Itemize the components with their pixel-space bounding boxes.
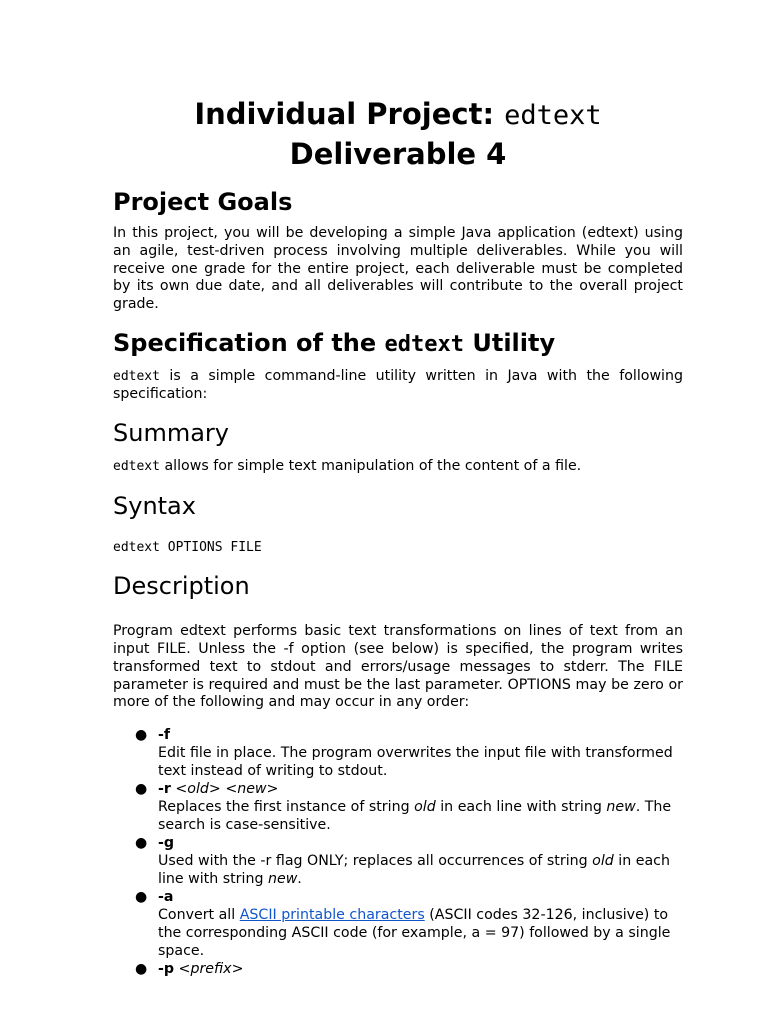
spec-intro-text: is a simple command-line utility written in Java with the following specification: [113,367,683,402]
option-g-desc-new: new [267,871,298,888]
option-p-args: <prefix> [174,961,244,978]
option-g-flag: -g [158,835,175,852]
option-r-desc-old: old [414,799,436,816]
title-prefix: Individual Project: [194,97,505,131]
syntax-command: edtext OPTIONS FILE [113,540,262,556]
bullet-icon: ● [135,889,148,906]
option-p-flag: -p [158,961,175,978]
option-a-desc-a: Convert all [158,907,240,924]
summary-code: edtext [113,458,160,474]
option-g [113,834,683,888]
option-r-desc-a: Replaces the first instance of string [158,799,415,816]
bullet-icon: ● [135,835,148,852]
option-g-desc-a: Used with the -r flag ONLY; replaces all occurrences of string [158,853,593,870]
description-paragraph: Program edtext performs basic text transformations on lines of text from an input FILE. Unless the -f option (see below) is specified, the program writes transformed text to stdout and errors/usage messages to stderr. The FILE parameter is required and must be the last parameter. OPTIONS may be zero or more of the following and may occur in any order: [113,623,683,711]
option-r-desc-new: new [606,799,636,816]
option-g-desc-old: old [592,853,614,870]
option-f [113,726,683,780]
goals-paragraph: In this project, you will be developing a simple Java application (edtext) using an agile, test-driven process involving multiple deliverables. While you will receive one grade for the entire project, each deliverable must be completed by its own due date, and all deliverables will contribute to the overall project grade. [113,225,683,313]
option-a [113,888,683,960]
description-heading: Description [113,572,250,601]
option-r [113,780,683,834]
option-f-desc: Edit file in place. The program overwrites the input file with transformed text instead of writing to stdout. [158,745,673,780]
goals-heading: Project Goals [113,188,293,216]
summary-text: allows for simple text manipulation of the content of a file. [159,457,582,474]
spec-heading [113,328,683,360]
option-f-flag: -f [158,727,171,744]
document-page [113,95,683,978]
options-list [113,726,683,978]
option-r-desc-e: . The search is case-sensitive. [158,799,672,834]
option-a-desc-b: (ASCII codes 32-126, inclusive) to the corresponding ASCII code (for example, a = 97) followed by a single space. [158,907,671,960]
spec-intro-code: edtext [113,368,160,384]
title-deliverable: Deliverable 4 [289,137,507,171]
option-g-desc-c: in each line with string [158,853,670,888]
option-a-flag: -a [158,889,174,906]
title-code: edtext [504,100,602,131]
spec-intro [113,368,683,404]
document-title [113,95,683,173]
bullet-icon: ● [135,961,148,978]
spec-heading-prefix: Specification of the [113,328,385,357]
summary-paragraph [113,458,683,476]
option-r-args: <old> <new> [170,781,279,798]
option-g-desc-e: . [297,871,302,888]
bullet-icon: ● [135,781,148,798]
ascii-printable-link[interactable]: ASCII printable characters [239,907,425,924]
spec-heading-suffix: Utility [464,328,556,357]
option-r-desc-c: in each line with string [435,799,607,816]
option-p [113,960,683,978]
summary-heading: Summary [113,418,229,447]
spec-heading-code: edtext [384,331,464,357]
syntax-heading: Syntax [113,492,196,521]
option-r-flag: -r [158,781,171,798]
bullet-icon: ● [135,727,148,744]
